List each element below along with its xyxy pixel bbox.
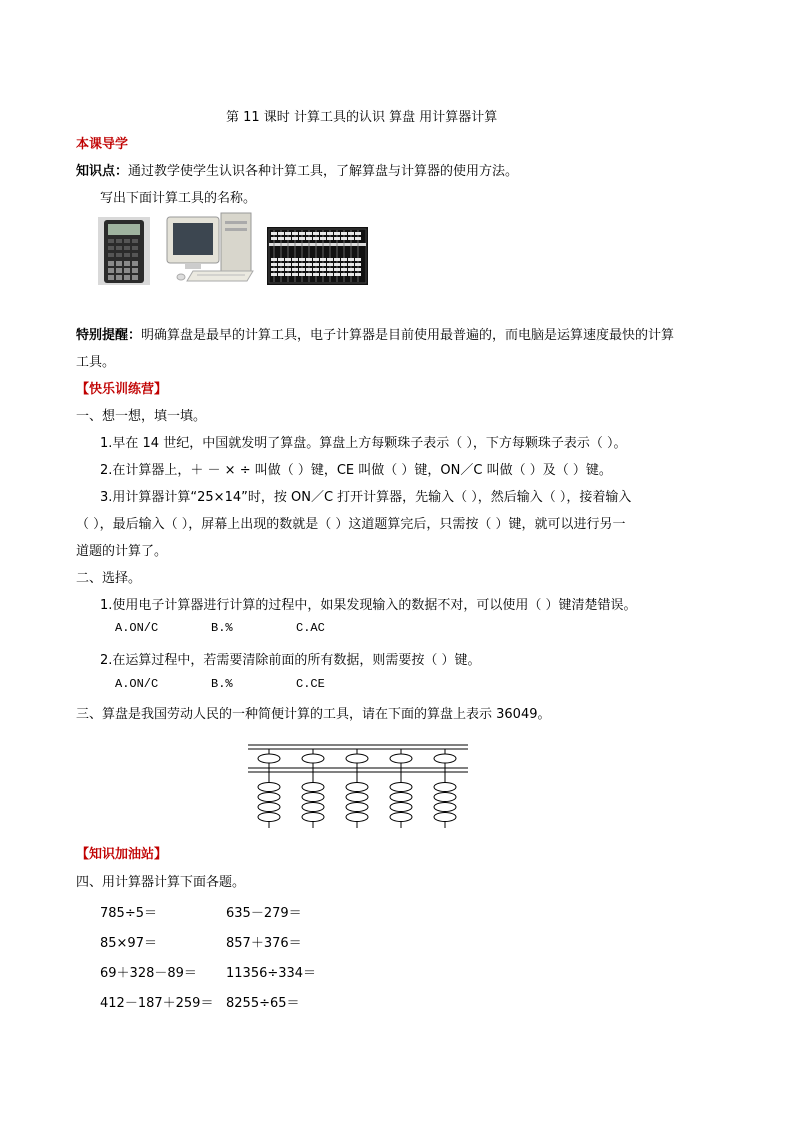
calc-problem: 85×97＝ <box>100 936 157 951</box>
abacus-upper-bead[interactable] <box>302 754 324 763</box>
calc-problem: 635－279＝ <box>226 906 302 921</box>
abacus-lower-bead[interactable] <box>258 783 280 792</box>
part1-question-2: 2.在计算器上，＋ － × ÷ 叫做（ ）键，CE 叫做（ ）键，ON／C 叫做（ ）及（ ）键。 <box>100 463 612 478</box>
q2-option-b: B.% <box>211 677 233 691</box>
part2-heading: 二、选择。 <box>76 571 142 586</box>
computer-image <box>163 209 258 285</box>
abacus-lower-bead[interactable] <box>434 783 456 792</box>
reminder-line2: 工具。 <box>76 355 116 370</box>
calc-problem: 412－187＋259＝ <box>100 996 214 1011</box>
abacus-lower-bead[interactable] <box>302 783 324 792</box>
reminder-line1: 明确算盘是最早的计算工具，电子计算器是目前使用最普遍的，而电脑是运算速度最快的计算 <box>141 328 675 343</box>
abacus-image <box>267 227 368 285</box>
abacus-lower-bead[interactable] <box>346 793 368 802</box>
abacus-lower-bead[interactable] <box>434 793 456 802</box>
part1-heading: 一、想一想，填一填。 <box>76 409 207 424</box>
part3-heading: 三、算盘是我国劳动人民的一种简便计算的工具，请在下面的算盘上表示 36049。 <box>76 707 551 722</box>
q2-option-c: C.CE <box>296 677 325 691</box>
abacus-diagram[interactable] <box>244 740 474 830</box>
q1-option-a: A.ON/C <box>115 621 159 635</box>
page-title: 第 11 课时 计算工具的认识 算盘 用计算器计算 <box>226 110 498 125</box>
tool-instruction: 写出下面计算工具的名称。 <box>100 191 257 206</box>
abacus-lower-bead[interactable] <box>390 813 412 822</box>
part2-question-1: 1.使用电子计算器进行计算的过程中，如果发现输入的数据不对，可以使用（ ）键清楚错误。 <box>100 598 637 613</box>
abacus-lower-bead[interactable] <box>258 793 280 802</box>
special-reminder <box>76 324 674 343</box>
abacus-lower-bead[interactable] <box>302 793 324 802</box>
abacus-lower-bead[interactable] <box>302 813 324 822</box>
reminder-label: 特别提醒： <box>76 328 142 343</box>
q1-option-c: C.AC <box>296 621 325 635</box>
calc-problem: 857＋376＝ <box>226 936 302 951</box>
knowledge-point <box>76 160 518 179</box>
abacus-lower-bead[interactable] <box>390 793 412 802</box>
part2-question-2: 2.在运算过程中，若需要清除前面的所有数据，则需要按（ ）键。 <box>100 653 481 668</box>
q1-option-b: B.% <box>211 621 233 635</box>
abacus-lower-bead[interactable] <box>302 803 324 812</box>
calc-problem: 785÷5＝ <box>100 906 157 921</box>
part1-question-3-line3: 道题的计算了。 <box>76 544 168 559</box>
q2-option-a: A.ON/C <box>115 677 159 691</box>
part1-question-3-line2: （ ），最后输入（ ），屏幕上出现的数就是（ ）这道题算完后，只需按（ ）键，就可以进行另一 <box>76 517 626 532</box>
abacus-upper-bead[interactable] <box>434 754 456 763</box>
calc-problem: 8255÷65＝ <box>226 996 300 1011</box>
abacus-upper-bead[interactable] <box>258 754 280 763</box>
abacus-lower-bead[interactable] <box>390 803 412 812</box>
part1-question-3-line1: 3.用计算器计算“25×14”时，按 ON／C 打开计算器，先输入（ ），然后输入（ ），接着输入 <box>100 490 632 505</box>
abacus-upper-bead[interactable] <box>390 754 412 763</box>
abacus-lower-bead[interactable] <box>346 783 368 792</box>
guide-heading: 本课导学 <box>76 137 129 152</box>
calc-problem: 69＋328－89＝ <box>100 966 197 981</box>
knowledge-point-label: 知识点： <box>76 164 129 179</box>
abacus-upper-bead[interactable] <box>346 754 368 763</box>
abacus-lower-bead[interactable] <box>434 803 456 812</box>
abacus-lower-bead[interactable] <box>346 803 368 812</box>
part4-heading: 四、用计算器计算下面各题。 <box>76 875 246 890</box>
calculator-image <box>98 217 150 285</box>
part1-question-1: 1.早在 14 世纪，中国就发明了算盘。算盘上方每颗珠子表示（ ），下方每颗珠子表示（ ）。 <box>100 436 627 451</box>
abacus-lower-bead[interactable] <box>258 813 280 822</box>
abacus-lower-bead[interactable] <box>346 813 368 822</box>
abacus-lower-bead[interactable] <box>258 803 280 812</box>
knowledge-point-text: 通过教学使学生认识各种计算工具，了解算盘与计算器的使用方法。 <box>128 164 519 179</box>
calc-problem: 11356÷334＝ <box>226 966 317 981</box>
section-happy-training: 【快乐训练营】 <box>76 382 168 397</box>
abacus-lower-bead[interactable] <box>434 813 456 822</box>
section-knowledge-station: 【知识加油站】 <box>76 847 168 862</box>
abacus-lower-bead[interactable] <box>390 783 412 792</box>
